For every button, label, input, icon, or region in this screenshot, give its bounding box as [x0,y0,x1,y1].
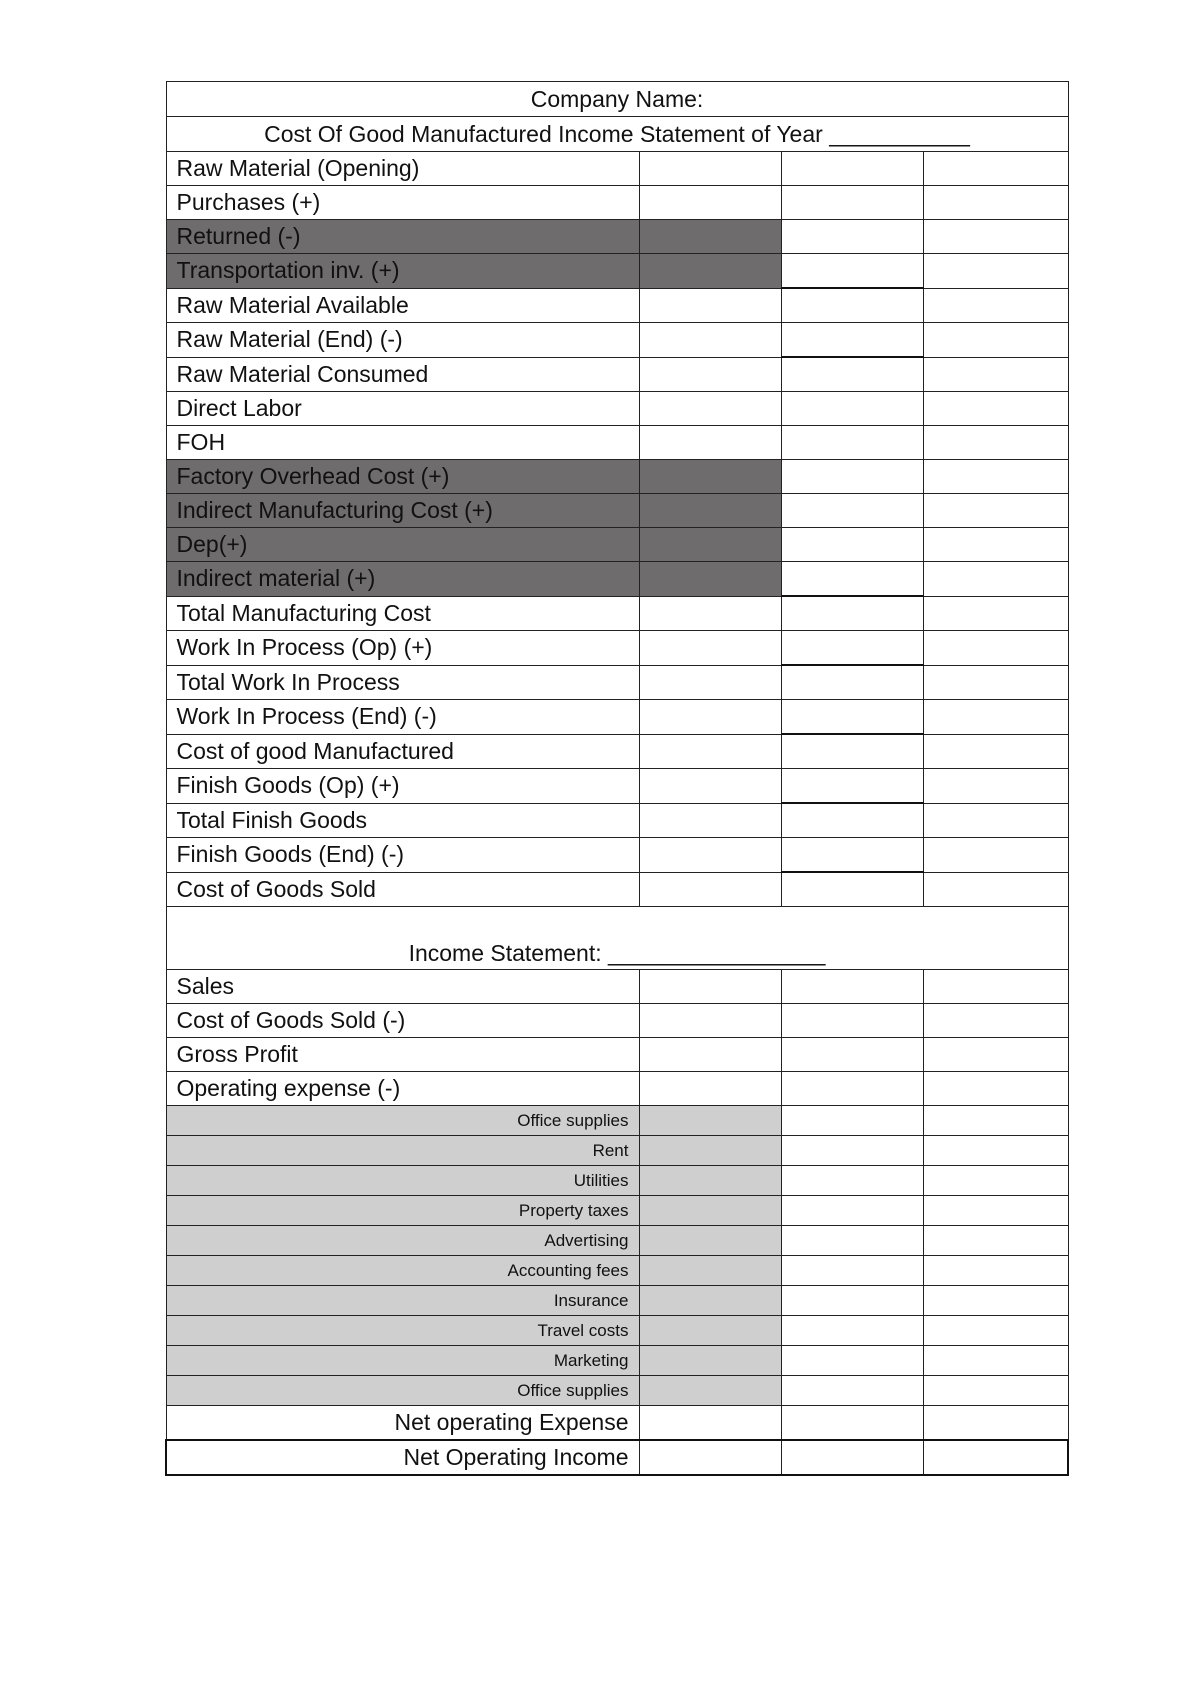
row-label: Transportation inv. (+) [166,254,639,289]
amount-cell[interactable] [639,426,781,460]
amount-cell[interactable] [923,872,1068,907]
amount-cell[interactable] [923,803,1068,838]
amount-cell[interactable] [781,1226,923,1256]
amount-cell[interactable] [923,460,1068,494]
amount-cell[interactable] [923,631,1068,666]
amount-cell[interactable] [781,1072,923,1106]
amount-cell[interactable] [639,152,781,186]
table-row [166,734,1068,769]
expense-row [166,1256,1068,1286]
expense-label: Advertising [166,1226,639,1256]
amount-cell[interactable] [781,426,923,460]
amount-cell[interactable] [781,1316,923,1346]
amount-cell[interactable] [639,357,781,392]
expense-label: Office supplies [166,1376,639,1406]
expense-label: Accounting fees [166,1256,639,1286]
net-operating-expense-row [166,1406,1068,1441]
table-row [166,323,1068,358]
expense-row [166,1346,1068,1376]
amount-cell[interactable] [639,460,781,494]
amount-cell[interactable] [639,1106,781,1136]
amount-cell[interactable] [639,665,781,700]
amount-cell[interactable] [781,1196,923,1226]
amount-cell[interactable] [923,1196,1068,1226]
table-row [166,392,1068,426]
table-row [166,665,1068,700]
row-label: Raw Material (End) (-) [166,323,639,358]
table-row [166,769,1068,804]
amount-cell[interactable] [639,734,781,769]
expense-row [166,1106,1068,1136]
amount-cell[interactable] [781,1376,923,1406]
amount-cell[interactable] [639,392,781,426]
amount-cell[interactable] [923,1406,1068,1441]
amount-cell[interactable] [639,528,781,562]
amount-cell[interactable] [781,596,923,631]
amount-cell[interactable] [639,803,781,838]
amount-cell[interactable] [923,1004,1068,1038]
amount-cell[interactable] [923,288,1068,323]
amount-cell[interactable] [639,323,781,358]
table-row [166,494,1068,528]
amount-cell[interactable] [923,1440,1068,1475]
amount-cell[interactable] [923,528,1068,562]
amount-cell[interactable] [781,1106,923,1136]
table-row [166,220,1068,254]
amount-cell[interactable] [923,392,1068,426]
table-row [166,528,1068,562]
amount-cell[interactable] [923,596,1068,631]
table-row [166,254,1068,289]
table-row [166,426,1068,460]
table-row [166,700,1068,735]
row-label: Work In Process (End) (-) [166,700,639,735]
row-label: FOH [166,426,639,460]
amount-cell[interactable] [639,1004,781,1038]
amount-cell[interactable] [781,323,923,358]
amount-cell[interactable] [923,426,1068,460]
amount-cell[interactable] [923,186,1068,220]
amount-cell[interactable] [639,1136,781,1166]
table-row [166,872,1068,907]
amount-cell[interactable] [781,254,923,289]
amount-cell[interactable] [639,596,781,631]
row-label: Raw Material (Opening) [166,152,639,186]
amount-cell[interactable] [639,288,781,323]
expense-row [166,1286,1068,1316]
amount-cell[interactable] [639,1038,781,1072]
amount-cell[interactable] [639,769,781,804]
amount-cell[interactable] [781,460,923,494]
row-label: Dep(+) [166,528,639,562]
amount-cell[interactable] [639,631,781,666]
amount-cell[interactable] [639,872,781,907]
expense-label: Utilities [166,1166,639,1196]
amount-cell[interactable] [639,1376,781,1406]
row-label: Operating expense (-) [166,1072,639,1106]
amount-cell[interactable] [781,1166,923,1196]
amount-cell[interactable] [781,528,923,562]
amount-cell[interactable] [639,186,781,220]
income-statement-title-row [166,907,1068,970]
expense-row [166,1376,1068,1406]
row-label: Cost of Goods Sold (-) [166,1004,639,1038]
cogm-statement-title[interactable]: Cost Of Good Manufactured Income Statement of Year ___________ [166,117,1068,152]
amount-cell[interactable] [781,186,923,220]
row-label: Purchases (+) [166,186,639,220]
amount-cell[interactable] [923,1136,1068,1166]
amount-cell[interactable] [639,1316,781,1346]
amount-cell[interactable] [781,769,923,804]
amount-cell[interactable] [639,1440,781,1475]
amount-cell[interactable] [923,323,1068,358]
amount-cell[interactable] [923,1166,1068,1196]
company-name-row [166,82,1068,117]
row-label: Gross Profit [166,1038,639,1072]
row-label: Finish Goods (End) (-) [166,838,639,873]
table-row [166,596,1068,631]
amount-cell[interactable] [923,357,1068,392]
row-label: Finish Goods (Op) (+) [166,769,639,804]
amount-cell[interactable] [781,357,923,392]
expense-row [166,1166,1068,1196]
row-label: Returned (-) [166,220,639,254]
amount-cell[interactable] [923,665,1068,700]
amount-cell[interactable] [781,288,923,323]
amount-cell[interactable] [639,1226,781,1256]
amount-cell[interactable] [923,152,1068,186]
amount-cell[interactable] [781,392,923,426]
amount-cell[interactable] [781,1440,923,1475]
amount-cell[interactable] [781,220,923,254]
amount-cell[interactable] [923,494,1068,528]
expense-label: Insurance [166,1286,639,1316]
row-label: Indirect Manufacturing Cost (+) [166,494,639,528]
amount-cell[interactable] [923,970,1068,1004]
expense-row [166,1136,1068,1166]
expense-label: Marketing [166,1346,639,1376]
row-label: Total Finish Goods [166,803,639,838]
net-operating-income-label: Net Operating Income [166,1440,639,1475]
row-label: Indirect material (+) [166,562,639,597]
table-row [166,152,1068,186]
amount-cell[interactable] [639,1196,781,1226]
table-row [166,357,1068,392]
amount-cell[interactable] [923,734,1068,769]
table-row [166,1038,1068,1072]
row-label: Total Manufacturing Cost [166,596,639,631]
amount-cell[interactable] [923,220,1068,254]
table-row [166,838,1068,873]
amount-cell[interactable] [639,700,781,735]
amount-cell[interactable] [781,838,923,873]
amount-cell[interactable] [781,1406,923,1441]
amount-cell[interactable] [781,970,923,1004]
row-label: Work In Process (Op) (+) [166,631,639,666]
amount-cell[interactable] [923,1106,1068,1136]
expense-label: Office supplies [166,1106,639,1136]
row-label: Direct Labor [166,392,639,426]
amount-cell[interactable] [639,1072,781,1106]
amount-cell[interactable] [639,494,781,528]
amount-cell[interactable] [923,769,1068,804]
cost-of-goods-manufactured-sheet [165,81,1069,1476]
company-name-label[interactable]: Company Name: [166,82,1068,117]
table-row [166,970,1068,1004]
row-label: Sales [166,970,639,1004]
amount-cell[interactable] [639,1166,781,1196]
row-label: Total Work In Process [166,665,639,700]
amount-cell[interactable] [781,1286,923,1316]
amount-cell[interactable] [923,1256,1068,1286]
table-row [166,460,1068,494]
table-row [166,186,1068,220]
amount-cell[interactable] [923,1376,1068,1406]
amount-cell[interactable] [639,1406,781,1441]
amount-cell[interactable] [639,970,781,1004]
income-statement-title[interactable]: Income Statement: _________________ [166,907,1068,970]
amount-cell[interactable] [781,803,923,838]
table-row [166,562,1068,597]
row-label: Raw Material Consumed [166,357,639,392]
amount-cell[interactable] [781,631,923,666]
expense-label: Property taxes [166,1196,639,1226]
table-row [166,631,1068,666]
amount-cell[interactable] [781,562,923,597]
amount-cell[interactable] [781,872,923,907]
amount-cell[interactable] [639,838,781,873]
amount-cell[interactable] [781,152,923,186]
amount-cell[interactable] [923,700,1068,735]
amount-cell[interactable] [923,838,1068,873]
amount-cell[interactable] [923,1316,1068,1346]
amount-cell[interactable] [781,1256,923,1286]
expense-row [166,1196,1068,1226]
row-label: Cost of good Manufactured [166,734,639,769]
amount-cell[interactable] [639,1256,781,1286]
expense-label: Travel costs [166,1316,639,1346]
table-row [166,1072,1068,1106]
row-label: Raw Material Available [166,288,639,323]
amount-cell[interactable] [639,562,781,597]
amount-cell[interactable] [639,1346,781,1376]
amount-cell[interactable] [923,1346,1068,1376]
amount-cell[interactable] [781,494,923,528]
amount-cell[interactable] [781,734,923,769]
expense-row [166,1226,1068,1256]
table-row [166,803,1068,838]
table-row [166,1004,1068,1038]
expense-label: Rent [166,1136,639,1166]
amount-cell[interactable] [781,1136,923,1166]
amount-cell[interactable] [781,665,923,700]
row-label: Factory Overhead Cost (+) [166,460,639,494]
amount-cell[interactable] [923,1072,1068,1106]
table-row [166,288,1068,323]
amount-cell[interactable] [639,1286,781,1316]
amount-cell[interactable] [923,1038,1068,1072]
cogm-title-row [166,117,1068,152]
amount-cell[interactable] [781,700,923,735]
net-operating-expense-label: Net operating Expense [166,1406,639,1441]
net-operating-income-row [166,1440,1068,1475]
amount-cell[interactable] [923,254,1068,289]
amount-cell[interactable] [781,1004,923,1038]
amount-cell[interactable] [781,1346,923,1376]
amount-cell[interactable] [639,254,781,289]
amount-cell[interactable] [781,1038,923,1072]
amount-cell[interactable] [639,220,781,254]
amount-cell[interactable] [923,562,1068,597]
expense-row [166,1316,1068,1346]
amount-cell[interactable] [923,1226,1068,1256]
row-label: Cost of Goods Sold [166,872,639,907]
amount-cell[interactable] [923,1286,1068,1316]
